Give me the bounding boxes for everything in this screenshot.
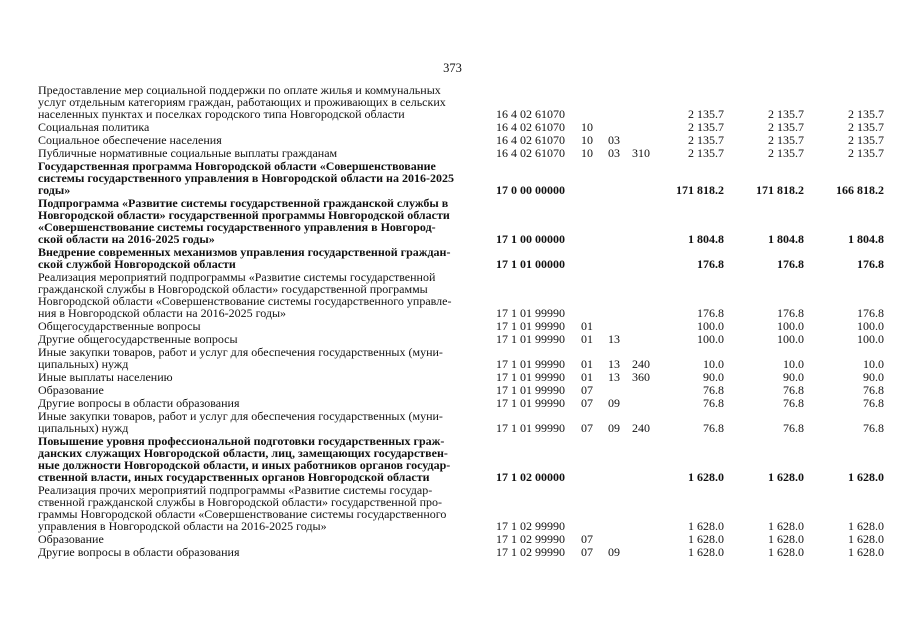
table-row [38,346,884,371]
amount-year-1: 1 628.0 [688,532,724,546]
row-name-line: Реализация прочих мероприятий подпрограммы «Развитие системы государ- [38,483,433,497]
target-code: 17 1 01 99990 [496,383,565,397]
amount-year-2: 1 804.8 [768,232,804,246]
amount-year-3: 1 804.8 [848,232,884,246]
amount-year-2: 100.0 [777,332,804,346]
amount-year-1: 1 628.0 [688,545,724,559]
row-name-line: Внедрение современных механизмов управления государственной граждан- [38,245,451,259]
amount-year-1: 176.8 [697,306,724,320]
amount-year-3: 176.8 [857,306,884,320]
chapter-code: 07 [581,396,593,410]
amount-year-3: 2 135.7 [848,146,884,160]
amount-year-2: 176.8 [777,306,804,320]
amount-year-3: 2 135.7 [848,120,884,134]
subsection-code: 03 [608,133,620,147]
amount-year-1: 2 135.7 [688,120,724,134]
row-name-line: Другие вопросы в области образования [38,545,240,559]
target-code: 17 1 01 99990 [496,319,565,333]
amount-year-1: 2 135.7 [688,133,724,147]
amount-year-3: 1 628.0 [848,545,884,559]
subsection-code: 13 [608,332,620,346]
table-row [38,197,884,246]
amount-year-3: 76.8 [863,383,884,397]
row-name-line: Образование [38,532,104,546]
row-name-line: Повышение уровня профессиональной подготовки государственных граж- [38,434,445,448]
chapter-code: 10 [581,120,593,134]
expense-type-code: 240 [632,421,650,435]
amount-year-1: 1 628.0 [688,470,724,484]
amount-year-3: 90.0 [863,370,884,384]
amount-year-2: 1 628.0 [768,470,804,484]
target-code: 17 1 01 99990 [496,396,565,410]
row-name [38,484,496,533]
target-code: 17 1 01 99990 [496,306,565,320]
chapter-code: 07 [581,383,593,397]
row-name-line: Иные закупки товаров, работ и услуг для обеспечения государственных (муни- [38,409,443,423]
row-name-line: ской службой Новгородской области [38,257,236,271]
row-name-line: «Совершенствование системы государственного управления в Новгород- [38,220,436,234]
row-name-line: Другие общегосударственные вопросы [38,332,238,346]
row-name-line: годы» [38,183,71,197]
row-name [38,246,496,271]
amount-year-3: 176.8 [857,257,884,271]
table-row [38,484,884,533]
row-name-line: ской области на 2016-2025 годы» [38,232,215,246]
amount-year-2: 1 628.0 [768,545,804,559]
row-name-line: Образование [38,383,104,397]
subsection-code: 13 [608,370,620,384]
amount-year-1: 90.0 [703,370,724,384]
row-name [38,160,496,197]
amount-year-1: 1 804.8 [688,232,724,246]
amount-year-1: 171 818.2 [676,183,724,197]
amount-year-1: 76.8 [703,383,724,397]
row-name-line: Новгородской области «Совершенствование системы государственного управле- [38,294,452,308]
amount-year-2: 1 628.0 [768,519,804,533]
amount-year-1: 76.8 [703,396,724,410]
amount-year-3: 166 818.2 [836,183,884,197]
row-name-line: Реализация мероприятий подпрограммы «Развитие системы государственной [38,270,436,284]
target-code: 16 4 02 61070 [496,146,565,160]
amount-year-2: 2 135.7 [768,146,804,160]
page-number: 373 [443,61,462,75]
chapter-code: 01 [581,370,593,384]
budget-table [38,84,884,559]
target-code: 16 4 02 61070 [496,107,565,121]
row-name [38,271,496,320]
amount-year-1: 2 135.7 [688,107,724,121]
row-name-line: данских служащих Новгородской области, лиц, замещающих государствен- [38,446,448,460]
table-row [38,84,884,121]
target-code: 17 1 01 00000 [496,257,565,271]
amount-year-3: 2 135.7 [848,107,884,121]
amount-year-2: 176.8 [777,257,804,271]
target-code: 17 1 02 99990 [496,532,565,546]
amount-year-3: 100.0 [857,332,884,346]
target-code: 17 1 01 99990 [496,370,565,384]
target-code: 17 1 02 00000 [496,470,565,484]
amount-year-2: 90.0 [783,370,804,384]
expense-type-code: 240 [632,357,650,371]
amount-year-1: 1 628.0 [688,519,724,533]
row-name-line: Иные выплаты населению [38,370,173,384]
amount-year-3: 1 628.0 [848,470,884,484]
amount-year-2: 2 135.7 [768,120,804,134]
row-name-line: ные должности Новгородской области, и иных работников органов государ- [38,458,451,472]
table-row [38,246,884,271]
table-row [38,546,884,559]
target-code: 17 1 00 00000 [496,232,565,246]
amount-year-1: 76.8 [703,421,724,435]
subsection-code: 09 [608,421,620,435]
chapter-code: 01 [581,357,593,371]
table-row [38,160,884,197]
amount-year-2: 2 135.7 [768,133,804,147]
amount-year-1: 2 135.7 [688,146,724,160]
row-name [38,346,496,371]
amount-year-2: 76.8 [783,396,804,410]
row-name [38,546,496,559]
amount-year-3: 2 135.7 [848,133,884,147]
chapter-code: 01 [581,319,593,333]
row-name [38,435,496,484]
row-name-line: Предоставление мер социальной поддержки по оплате жилья и коммунальных [38,83,441,97]
amount-year-3: 100.0 [857,319,884,333]
chapter-code: 01 [581,332,593,346]
amount-year-2: 76.8 [783,421,804,435]
subsection-code: 13 [608,357,620,371]
amount-year-1: 10.0 [703,357,724,371]
row-name-line: ственной власти, иных государственных органов Новгородской области [38,470,430,484]
target-code: 17 1 02 99990 [496,519,565,533]
amount-year-3: 76.8 [863,421,884,435]
subsection-code: 03 [608,146,620,160]
row-name [38,197,496,246]
chapter-code: 07 [581,421,593,435]
subsection-code: 09 [608,545,620,559]
row-name-line: населенных пунктах и поселках городского типа Новгородской области [38,107,405,121]
row-name-line: Другие вопросы в области образования [38,396,240,410]
target-code: 17 0 00 00000 [496,183,565,197]
row-name-line: ципальных) нужд [38,357,129,371]
target-code: 16 4 02 61070 [496,120,565,134]
row-name-line: ния в Новгородской области на 2016-2025 годы» [38,306,287,320]
row-name [38,410,496,435]
row-name-line: системы государственного управления в Новгородской области на 2016-2025 [38,171,454,185]
row-name-line: Новгородской области» государственной программы Новгородской области [38,208,450,222]
row-name-line: Подпрограмма «Развитие системы государственной гражданской службы в [38,196,449,210]
row-name-line: Иные закупки товаров, работ и услуг для обеспечения государственных (муни- [38,345,443,359]
subsection-code: 09 [608,396,620,410]
target-code: 17 1 01 99990 [496,332,565,346]
chapter-code: 07 [581,532,593,546]
amount-year-3: 76.8 [863,396,884,410]
row-name-line: граммы Новгородской области «Совершенствование системы государственного [38,507,447,521]
table-row [38,371,884,384]
amount-year-1: 100.0 [697,319,724,333]
table-row [38,435,884,484]
amount-year-1: 100.0 [697,332,724,346]
target-code: 17 1 01 99990 [496,357,565,371]
row-name [38,371,496,384]
amount-year-3: 1 628.0 [848,519,884,533]
amount-year-3: 10.0 [863,357,884,371]
amount-year-1: 176.8 [697,257,724,271]
table-row [38,271,884,320]
chapter-code: 07 [581,545,593,559]
row-name-line: Общегосударственные вопросы [38,319,201,333]
row-name-line: Социальная политика [38,120,150,134]
table-row [38,410,884,435]
target-code: 16 4 02 61070 [496,133,565,147]
amount-year-2: 10.0 [783,357,804,371]
chapter-code: 10 [581,146,593,160]
chapter-code: 10 [581,133,593,147]
expense-type-code: 360 [632,370,650,384]
row-name-line: Социальное обеспечение населения [38,133,222,147]
amount-year-2: 171 818.2 [756,183,804,197]
amount-year-2: 2 135.7 [768,107,804,121]
amount-year-2: 1 628.0 [768,532,804,546]
row-name-line: Публичные нормативные социальные выплаты гражданам [38,146,338,160]
target-code: 17 1 02 99990 [496,545,565,559]
amount-year-3: 1 628.0 [848,532,884,546]
row-name-line: Государственная программа Новгородской области «Совершенствование [38,159,436,173]
row-name-line: ственной гражданской службы в Новгородской области» государственной про- [38,495,442,509]
row-name-line: управления в Новгородской области на 2016-2025 годы» [38,519,327,533]
amount-year-2: 100.0 [777,319,804,333]
expense-type-code: 310 [632,146,650,160]
row-name-line: ципальных) нужд [38,421,129,435]
target-code: 17 1 01 99990 [496,421,565,435]
row-name-line: гражданской службы в Новгородской области» государственной программы [38,282,428,296]
row-name [38,84,496,121]
amount-year-2: 76.8 [783,383,804,397]
row-name-line: услуг отдельным категориям граждан, работающих и проживающих в сельских [38,95,446,109]
